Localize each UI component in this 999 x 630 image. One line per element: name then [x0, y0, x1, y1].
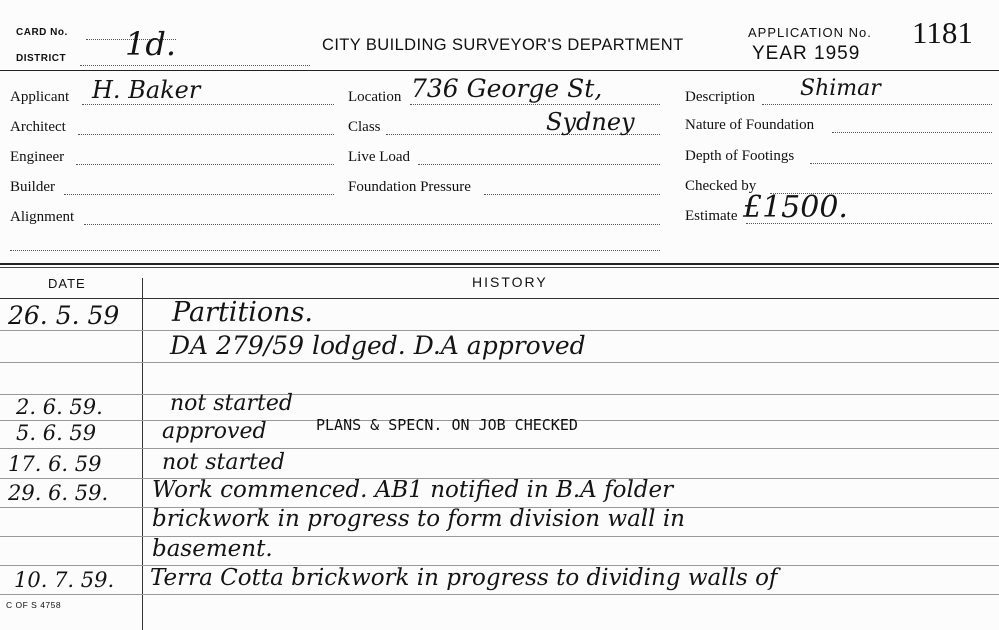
- blank-line: [10, 250, 660, 251]
- applicant-line: [82, 104, 334, 105]
- location-value-line-2: Sydney: [546, 108, 635, 136]
- foundation-pressure-label: Foundation Pressure: [348, 179, 471, 195]
- history-entry: Terra Cotta brickwork in progress to dividing walls of: [150, 565, 778, 591]
- history-date: 5. 6. 59: [16, 421, 97, 445]
- year-label: YEAR 1959: [752, 43, 861, 64]
- card-no-label: CARD No.: [16, 27, 68, 38]
- alignment-line: [84, 224, 660, 225]
- history-entry: DA 279/59 lodged. D.A approved: [170, 331, 586, 360]
- history-date: 10. 7. 59.: [14, 568, 115, 592]
- estimate-value: £1500.: [743, 190, 848, 225]
- depth-of-footings-line: [810, 163, 992, 164]
- history-entry: Work commenced. AB1 notified in B.A folder: [152, 477, 674, 503]
- ruled-line: [0, 448, 999, 449]
- application-label: APPLICATION No.: [748, 25, 872, 40]
- engineer-label: Engineer: [10, 149, 65, 165]
- live-load-label: Live Load: [348, 149, 411, 165]
- ruled-line: [0, 536, 999, 537]
- builder-label: Builder: [10, 179, 55, 195]
- location-label: Location: [348, 89, 402, 105]
- ruled-line: [0, 362, 999, 363]
- district-value: 1d.: [125, 25, 177, 63]
- form-code: C OF S 4758: [6, 600, 62, 610]
- description-line: [762, 104, 992, 105]
- history-date: 17. 6. 59: [8, 452, 102, 476]
- nature-of-foundation-label: Nature of Foundation: [685, 117, 815, 133]
- live-load-line: [418, 164, 660, 165]
- district-label: DISTRICT: [16, 53, 67, 64]
- applicant-label: Applicant: [10, 89, 70, 105]
- history-top-rule-inner: [0, 267, 999, 268]
- history-entry: not started: [170, 391, 293, 416]
- district-line: [80, 65, 310, 66]
- depth-of-footings-label: Depth of Footings: [685, 148, 795, 164]
- applicant-value: H. Baker: [92, 76, 201, 104]
- builder-line: [64, 194, 334, 195]
- ruled-line: [0, 594, 999, 595]
- history-entry: basement.: [152, 536, 273, 562]
- nature-of-foundation-line: [832, 132, 992, 133]
- location-line: [410, 104, 660, 105]
- header-rule: [0, 70, 999, 71]
- history-date: 29. 6. 59.: [8, 481, 109, 505]
- description-value: Shimar: [800, 76, 881, 101]
- engineer-line: [76, 164, 334, 165]
- checked-by-label: Checked by: [685, 178, 757, 194]
- history-date: 2. 6. 59.: [16, 395, 103, 419]
- application-number: 1181: [912, 15, 973, 50]
- history-entry: Partitions.: [172, 297, 314, 328]
- class-label: Class: [348, 119, 381, 135]
- plans-checked-stamp: PLANS & SPECN. ON JOB CHECKED: [316, 416, 578, 434]
- estimate-label: Estimate: [685, 208, 738, 224]
- history-entry: not started: [162, 450, 285, 475]
- history-top-rule: [0, 263, 999, 265]
- architect-line: [78, 134, 334, 135]
- foundation-pressure-line: [484, 194, 660, 195]
- date-column-header: DATE: [48, 276, 86, 291]
- history-entry: approved: [162, 419, 267, 444]
- history-column-header: HISTORY: [472, 274, 548, 290]
- department-title: CITY BUILDING SURVEYOR'S DEPARTMENT: [322, 36, 684, 54]
- history-date: 26. 5. 59: [8, 301, 120, 330]
- history-entry: brickwork in progress to form division wall in: [152, 506, 685, 532]
- alignment-label: Alignment: [10, 209, 75, 225]
- history-header-rule: [0, 298, 999, 299]
- ruled-line: [0, 394, 999, 395]
- architect-label: Architect: [10, 119, 66, 135]
- description-label: Description: [685, 89, 755, 105]
- location-value: 736 George St,: [411, 74, 603, 103]
